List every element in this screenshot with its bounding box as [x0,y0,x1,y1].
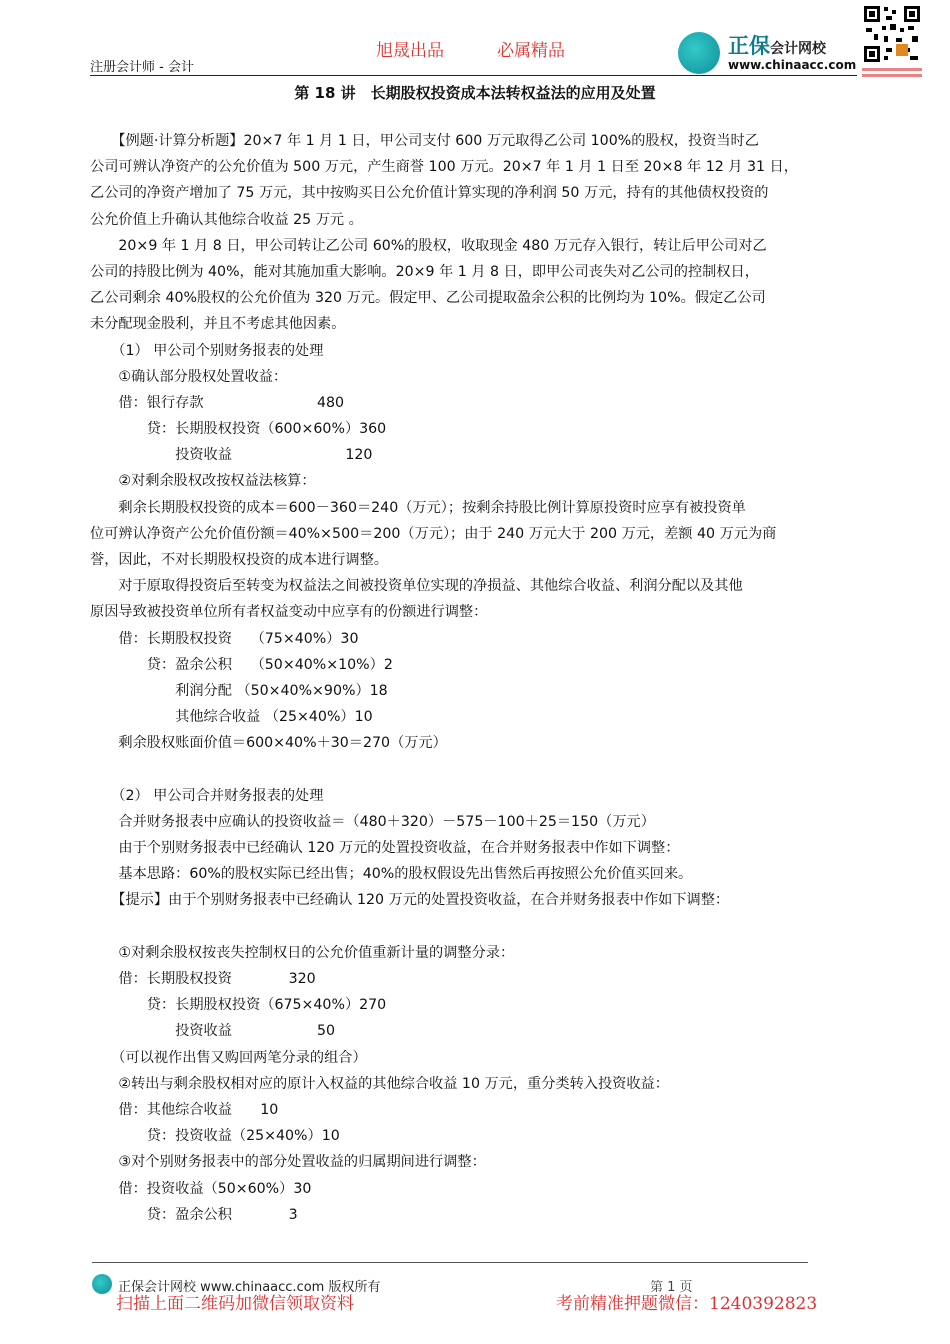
text-line: 贷：盈余公积 3 [90,1206,298,1223]
text-line: 位可辨认净资产公允价值份额＝40%×500＝200（万元）；由于 240 万元大于 200 万元，差额 40 万元为商 [90,525,777,542]
text-line: ②转出与剩余股权相对应的原计入权益的其他综合收益 10 万元，重分类转入投资收益： [90,1075,669,1092]
brand-logo [678,28,858,74]
text-line: 借：长期股权投资 （75×40%）30 [90,630,359,647]
text-line: 对于原取得投资后至转变为权益法之间被投资单位实现的净损益、其他综合收益、利润分配以及其他 [90,578,743,595]
slogan-right: 必属精品 [497,41,565,61]
footer-qr-notice: 扫描上面二维码加微信领取资料 [116,1294,354,1314]
text-line: 贷：长期股权投资（675×40%）270 [90,997,387,1014]
text-line: ③对个别财务报表中的部分处置收益的归属期间进行调整： [90,1154,486,1171]
logo-brand-name: 正保 [728,34,770,58]
text-line: 由于个别财务报表中已经确认 120 万元的处置投资收益，在合并财务报表中作如下调整： [90,840,680,857]
header-rule [90,75,857,76]
text-line: ①确认部分股权处置收益： [90,368,288,385]
logo-url: www.chinaacc.com [728,58,857,72]
text-line: 剩余长期股权投资的成本＝600－360＝240（万元）；按剩余持股比例计算原投资时应享有被投资单 [90,499,746,516]
text-line: 贷：长期股权投资（600×60%）360 [90,421,387,438]
text-line: 未分配现金股利，并且不考虑其他因素。 [90,316,346,333]
text-line: 借：银行存款 480 [90,394,345,411]
text-line: 原因导致被投资单位所有者权益变动中应享有的份额进行调整： [90,604,488,621]
footer-logo-icon [92,1274,112,1294]
text-line: 投资收益 120 [90,447,373,464]
text-line: 投资收益 50 [90,1023,336,1040]
text-line: 20×9 年 1 月 8 日，甲公司转让乙公司 60%的股权，收取现金 480 万元存入银行，转让后甲公司对乙 [90,237,767,254]
footer-wechat-notice: 考前精准押题微信：1240392823 [556,1294,818,1314]
text-line: 【例题·计算分析题】20×7 年 1 月 1 日，甲公司支付 600 万元取得乙公司 100%的股权，投资当时乙 [90,133,759,149]
text-line: 乙公司的净资产增加了 75 万元，其中按购买日公允价值计算实现的净利润 50 万元，持有的其他债权投资的 [90,185,769,202]
text-line: 乙公司剩余 40%股权的公允价值为 320 万元。假定甲、乙公司提取盈余公积的比例均为 10%。假定乙公司 [90,290,766,307]
text-line: 借：投资收益（50×60%）30 [90,1180,312,1197]
text-line: 誉，因此，不对长期股权投资的成本进行调整。 [90,552,388,568]
slogan-left: 旭晟出品 [376,41,444,61]
text-line: （1） 甲公司个别财务报表的处理 [90,342,324,359]
text-line: ①对剩余股权按丧失控制权日的公允价值重新计量的调整分录： [90,944,515,961]
text-line: 合并财务报表中应确认的投资收益＝（480＋320）－575－100＋25＝150（万元） [90,813,655,830]
text-line: 公司可辨认净资产的公允价值为 500 万元，产生商誉 100 万元。20×7 年 1 月 1 日至 20×8 年 12 月 31 日， [90,159,798,176]
text-line: 借：其他综合收益 10 [90,1101,279,1118]
text-line: 公允价值上升确认其他综合收益 25 万元 。 [90,211,363,228]
document-body [90,128,870,1228]
text-line: 剩余股权账面价值＝600×40%＋30＝270（万元） [90,735,447,752]
page-title: 第 18 讲 长期股权投资成本法转权益法的应用及处置 [294,84,656,102]
text-line: 基本思路：60%的股权实际已经出售；40%的股权假设先出售然后再按照公允价值买回来。 [90,866,693,883]
logo-brand-text [728,30,826,60]
logo-icon [678,32,720,74]
text-line: 贷：盈余公积 （50×40%×10%）2 [90,656,393,673]
footer-rule [92,1262,808,1263]
text-line [90,757,870,783]
text-line: 其他综合收益 （25×40%）10 [90,709,373,726]
text-line: ②对剩余股权改按权益法核算： [90,473,316,490]
text-line: 公司的持股比例为 40%，能对其施加重大影响。20×9 年 1 月 8 日，即甲公司丧失对乙公司的控制权日， [90,263,759,280]
text-line: （可以视作出售又购回两笔分录的组合） [90,1049,367,1066]
logo-brand-sub: 会计网校 [770,41,826,57]
text-line: （2） 甲公司合并财务报表的处理 [90,787,324,804]
course-name: 注册会计师 - 会计 [90,60,194,75]
text-line: 利润分配 （50×40%×90%）18 [90,682,388,699]
text-line: 贷：投资收益（25×40%）10 [90,1128,340,1145]
page-number: 第 1 页 [650,1280,693,1295]
text-line: 【提示】由于个别财务报表中已经确认 120 万元的处置投资收益，在合并财务报表中作如下调整： [90,892,730,909]
footer-copyright: 正保会计网校 www.chinaacc.com 版权所有 [118,1280,381,1295]
qr-code-icon [862,4,922,86]
text-line [90,914,870,940]
text-line: 借：长期股权投资 320 [90,971,316,987]
